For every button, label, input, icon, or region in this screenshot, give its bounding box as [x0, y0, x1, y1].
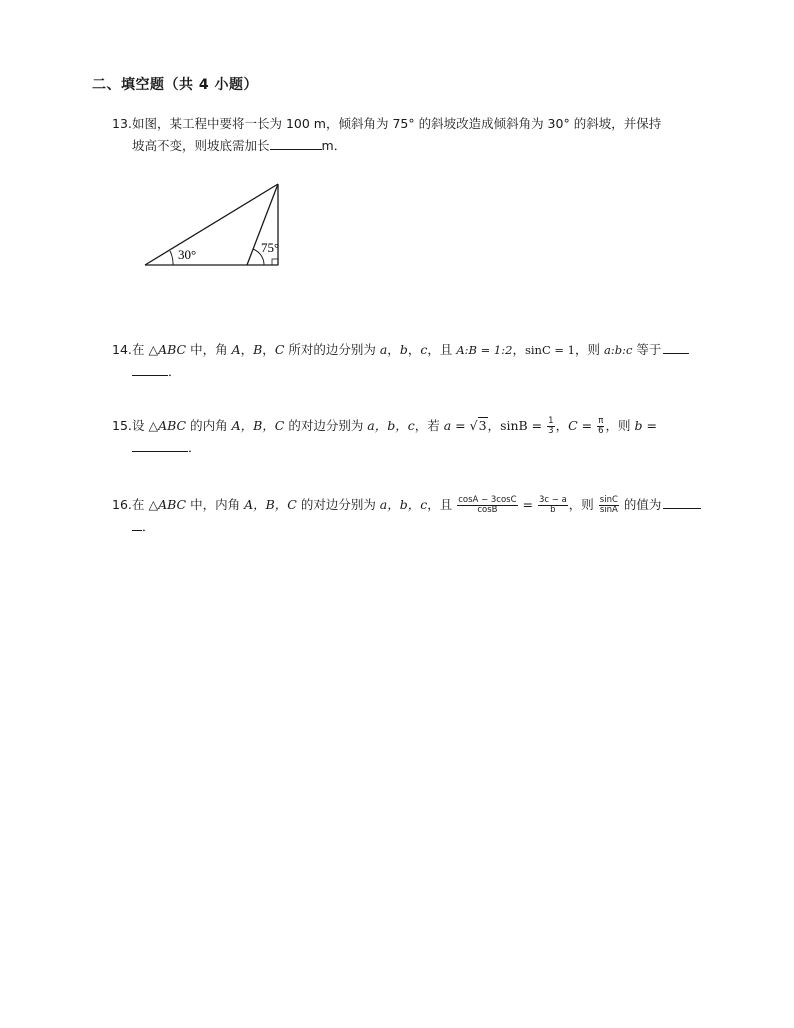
question-text: 的值为 — [619, 497, 662, 512]
question-text: ，则 — [575, 342, 604, 357]
sinB-equals: sinB = — [500, 418, 547, 433]
fraction-numerator: cosA − 3cosC — [458, 495, 517, 505]
section-title: 二、填空题（共 4 小题） — [92, 77, 258, 93]
angles-abc: A，B，C — [231, 418, 285, 433]
fraction-numerator: 3c − a — [538, 495, 567, 505]
sqrt-symbol: √ — [469, 418, 478, 433]
question-text: 设 — [132, 418, 149, 433]
fraction-side-expression — [538, 496, 568, 515]
separator: ， — [512, 342, 525, 357]
answer-blank[interactable] — [663, 341, 689, 354]
angles-abc: A，B，C — [244, 497, 297, 512]
fraction-numerator: 1 — [548, 416, 554, 426]
separator: ， — [555, 418, 569, 433]
question-text: 等于 — [632, 342, 662, 357]
question-16 — [112, 494, 752, 538]
ratio-expression: A:B = 1:2 — [456, 343, 513, 357]
answer-blank-continued[interactable] — [132, 363, 168, 376]
separator: ， — [240, 342, 254, 357]
question-number: 16. — [112, 497, 132, 512]
question-14 — [112, 339, 752, 383]
triangle-abc: △ABC — [148, 418, 187, 433]
fraction-denominator: 6 — [598, 426, 604, 436]
var-a: a — [379, 342, 388, 357]
question-text: ，则 — [568, 497, 598, 512]
equals-sign: = — [518, 497, 537, 512]
fraction-pi-sixth — [597, 417, 604, 436]
slope-30-line — [145, 184, 278, 265]
fraction-numerator: π — [598, 416, 604, 426]
sin-expression: sinC = 1 — [524, 343, 576, 357]
question-text: 如图，某工程中要将一长为 100 m，倾斜角为 75° 的斜坡改造成倾斜角为 30° 的斜坡，并保持 — [132, 116, 662, 131]
question-text: ． — [168, 364, 181, 379]
sides-abc: a，b，c — [379, 497, 428, 512]
question-text: 在 — [132, 497, 149, 512]
fraction-numerator: sinC — [599, 495, 618, 505]
fraction-cos-expression — [457, 496, 517, 515]
answer-blank[interactable] — [132, 439, 188, 452]
question-text: 的内角 — [186, 418, 232, 433]
right-angle-mark — [272, 259, 278, 265]
var-c: c — [420, 342, 428, 357]
fraction-denominator: sinA — [599, 505, 618, 515]
C-equals: C = — [568, 418, 597, 433]
question-15 — [112, 415, 752, 459]
question-text: 在 — [132, 342, 149, 357]
slope-triangle-figure — [140, 178, 290, 273]
angle-30-arc — [170, 251, 173, 265]
triangle-abc: △ABC — [148, 497, 187, 512]
question-number: 13. — [112, 116, 132, 131]
fraction-one-third — [547, 417, 554, 436]
question-text: 坡高不变，则坡底需加长 — [132, 138, 270, 153]
question-text: 的对边分别为 — [296, 497, 380, 512]
triangle-abc: △ABC — [148, 342, 187, 357]
var-B: B — [253, 342, 263, 357]
fraction-sin-ratio — [599, 496, 619, 515]
separator: ， — [487, 418, 501, 433]
sqrt-three — [470, 417, 488, 433]
sides-abc: a，b，c — [367, 418, 415, 433]
fraction-denominator: b — [550, 505, 556, 515]
b-equals: b = — [634, 418, 657, 433]
question-text: ，则 — [605, 418, 635, 433]
var-C: C — [274, 342, 285, 357]
question-text: ，且 — [427, 342, 457, 357]
var-A: A — [231, 342, 241, 357]
question-text: 中，角 — [186, 342, 232, 357]
question-text: 中，内角 — [186, 497, 245, 512]
question-text: ． — [142, 519, 155, 534]
answer-blank-continued[interactable] — [132, 518, 142, 531]
abc-ratio: a:b:c — [604, 343, 633, 357]
question-13 — [112, 113, 752, 157]
a-equals: a = — [443, 418, 470, 433]
question-number: 15. — [112, 418, 132, 433]
question-text: 的对边分别为 — [284, 418, 368, 433]
answer-blank[interactable] — [270, 137, 322, 150]
question-text: 所对的边分别为 — [284, 342, 380, 357]
angle-30-label: 30° — [178, 247, 197, 262]
answer-blank[interactable] — [663, 496, 701, 509]
question-number: 14. — [112, 342, 132, 357]
fraction-denominator: cosB — [477, 505, 498, 515]
separator: ， — [407, 342, 421, 357]
angle-75-label: 75° — [261, 240, 280, 255]
separator: ， — [262, 342, 275, 357]
question-text: m． — [321, 138, 347, 153]
question-text: ． — [188, 440, 201, 455]
question-text: ，且 — [427, 497, 457, 512]
fraction-denominator: 3 — [548, 426, 554, 436]
question-text: ，若 — [414, 418, 444, 433]
var-b: b — [399, 342, 408, 357]
sqrt-radicand: 3 — [478, 418, 487, 433]
separator: ， — [387, 342, 400, 357]
